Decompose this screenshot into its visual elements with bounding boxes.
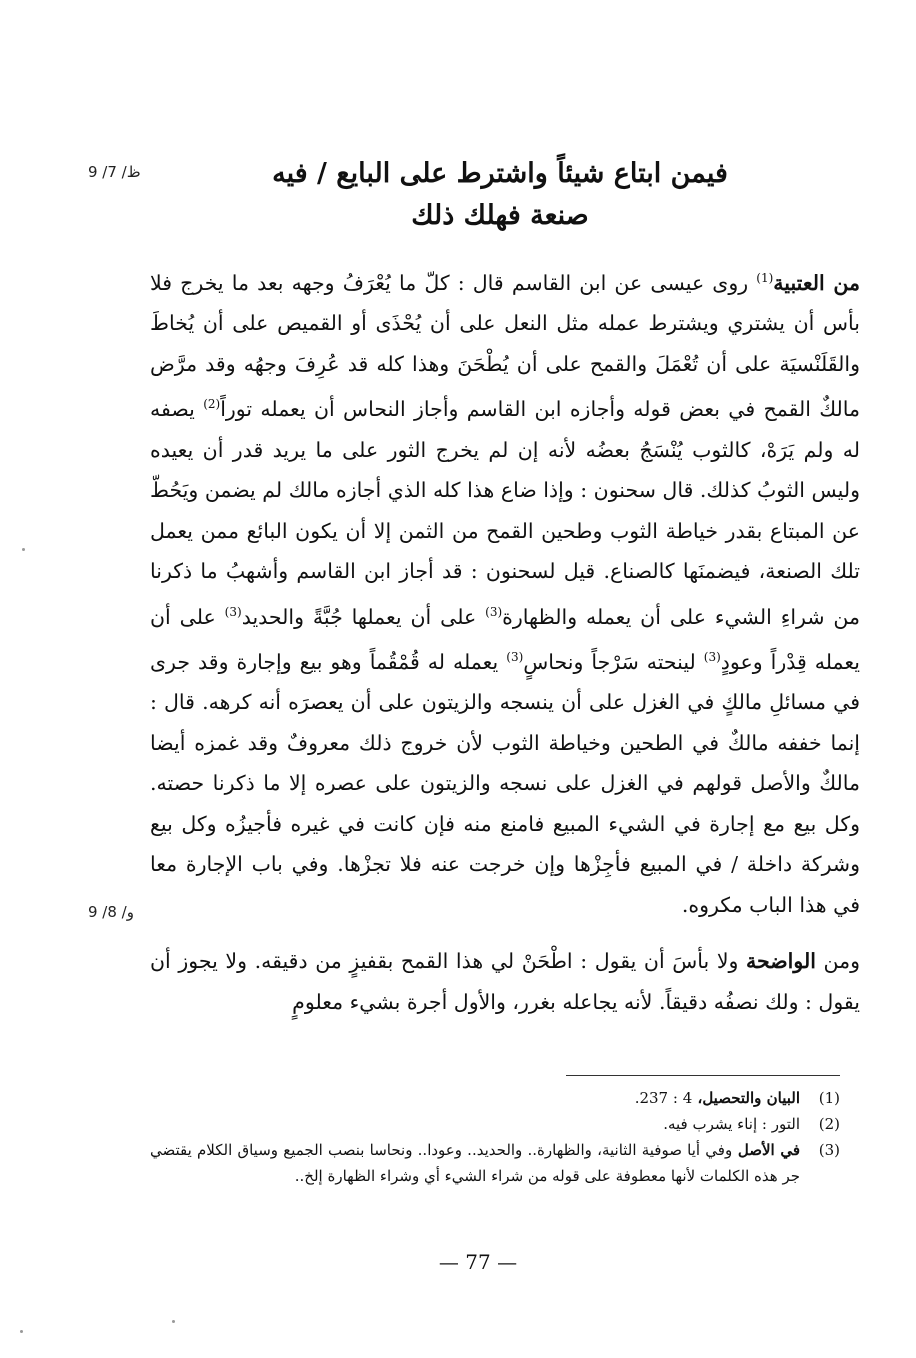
footnote-item bbox=[150, 1085, 840, 1111]
footnote-ref: (3) bbox=[703, 649, 721, 664]
footnote-separator bbox=[566, 1075, 840, 1076]
footnote-body: وفي أيا صوفية الثانية، والظهارة.. والحديد.. وعودا.. ونحاسا بنصب الجميع وسياق الكلام يقتضي جر هذه الكلمات لأنها معطوفة على قوله من شراء الشيء أي وشراء الظهارة إلخ.. bbox=[150, 1141, 800, 1185]
paragraph-text: على أن يعمله قِدْراً وعودٍ bbox=[150, 604, 861, 674]
footnote-body: التور : إناء يشرب فيه. bbox=[663, 1115, 800, 1133]
footnote-text bbox=[150, 1111, 800, 1137]
footnote-ref: (3) bbox=[485, 604, 503, 619]
paragraph-text: ولا بأسَ أن يقول : اطْحَنْ لي هذا القمح بقفيزٍ من دقيقه. ولا يجوز أن يقول : ولك نصفُه دقيقاً. لأنه يجاعله بغرر، والأول أجرة بشيء معلومٍ bbox=[150, 949, 860, 1014]
paragraph-text: لينحته سَرْجاً ونحاسٍ bbox=[523, 649, 704, 674]
paragraph-text: ومن bbox=[815, 949, 860, 974]
footnote-number: (1) bbox=[818, 1089, 840, 1107]
scan-speck bbox=[22, 548, 25, 551]
footnote-item bbox=[150, 1137, 840, 1189]
chapter-title-line1: فيمن ابتاع شيئاً واشترط على البايع / فيه bbox=[272, 158, 728, 189]
paragraph-text: يصفه له ولم يَرَهْ، كالثوب يُنْسَجُ بعضُه لأنه إن لم يخرج الثور على ما يريد قدر أن يعيده وليس الثوبُ كذلك. قال سحنون : وإذا ضاع هذا كله الذي أجازه مالك لم يضمن ويَحُطّ عن المبتاع بقدر خياطة الثوب وطحين القمح من الثمن إلا أن يكون البائع ممن يعمل تلك الصنعة، فيضمنَها كالصناع. قيل لسحنون : قد أجاز ابن القاسم وأشهبُ ما ذكرنا من شراءِ الشيء على أن يعمله والظهارة bbox=[150, 397, 860, 629]
footnote-number: (3) bbox=[818, 1141, 840, 1159]
paragraph-text: يعمله له قُمْقُماً وهو بيع وإجارة وقد جرى في مسائلِ مالكٍ في الغزل على أن ينسجه والزيتون على أن يعصرَه أنه كرهه. قال : إنما خففه مالكٌ في الطحين وخياطة الثوب لأن خروج ذلك معروفٌ وقد غمزه أيضا مالكٌ والأصل قولهم في الغزل على نسجه والزيتون على عصره إلا ما ذكرنا حصته. وكل بيع مع إجارة في الشيء المبيع فامنع منه فإن كانت في غيره فأجيزُه وكل بيع وشركة داخلة / في المبيع فأجِزْها وإن خرجت عنه فلا تجزْها. وفي باب الإجارة معا في هذا الباب مكروه. bbox=[150, 649, 860, 917]
footnote-number: (2) bbox=[818, 1115, 840, 1133]
paragraph-1 bbox=[150, 258, 860, 925]
page-number: — 77 — bbox=[438, 1250, 518, 1274]
scan-speck bbox=[20, 1330, 23, 1333]
footnote-ref: (3) bbox=[224, 604, 242, 619]
scan-speck bbox=[172, 1320, 175, 1323]
chapter-title-line2: صنعة فهلك ذلك bbox=[411, 200, 589, 231]
footnotes bbox=[150, 1085, 840, 1189]
paragraph-text: على أن يعملها جُبَّةً والحديد bbox=[241, 604, 486, 629]
footnote-bold: في الأصل bbox=[732, 1141, 800, 1159]
paragraph-text: روى عيسى عن ابن القاسم قال : كلّ ما يُعْرَفُ وجهه بعد ما يخرج فلا بأس أن يشتري ويشترط عمله مثل النعل على أن يُحْذَى أو القميص على أن يُخاطَ والقَلَنْسيَة على أن تُعْمَلَ والقمح على أن يُطْحَنَ وهذا كله قد عُرِفَ وجهُه وقد مرَّض مالكٌ القمح في بعض قوله وأجازه ابن القاسم وأجاز النحاس أن يعمله توراً bbox=[150, 270, 860, 422]
folio-marker-middle: 9 /8 /و bbox=[88, 903, 134, 921]
folio-marker-top: 9 /7 /ظ bbox=[88, 163, 141, 181]
main-text bbox=[150, 258, 860, 1022]
footnote-bold: البيان والتحصيل، bbox=[692, 1089, 800, 1107]
footnote-ref: (2) bbox=[203, 397, 221, 412]
source-name-atabiyya: من العتبية bbox=[773, 270, 861, 295]
footnote-text bbox=[150, 1085, 800, 1111]
footnote-text bbox=[150, 1137, 800, 1189]
paragraph-2 bbox=[150, 941, 860, 1022]
source-name-wadiha: الواضحة bbox=[746, 949, 816, 974]
footnote-item bbox=[150, 1111, 840, 1137]
footnote-ref: (1) bbox=[756, 271, 774, 285]
footnote-ref: (3) bbox=[506, 649, 524, 664]
footnote-body: 4 : 237. bbox=[634, 1089, 693, 1107]
